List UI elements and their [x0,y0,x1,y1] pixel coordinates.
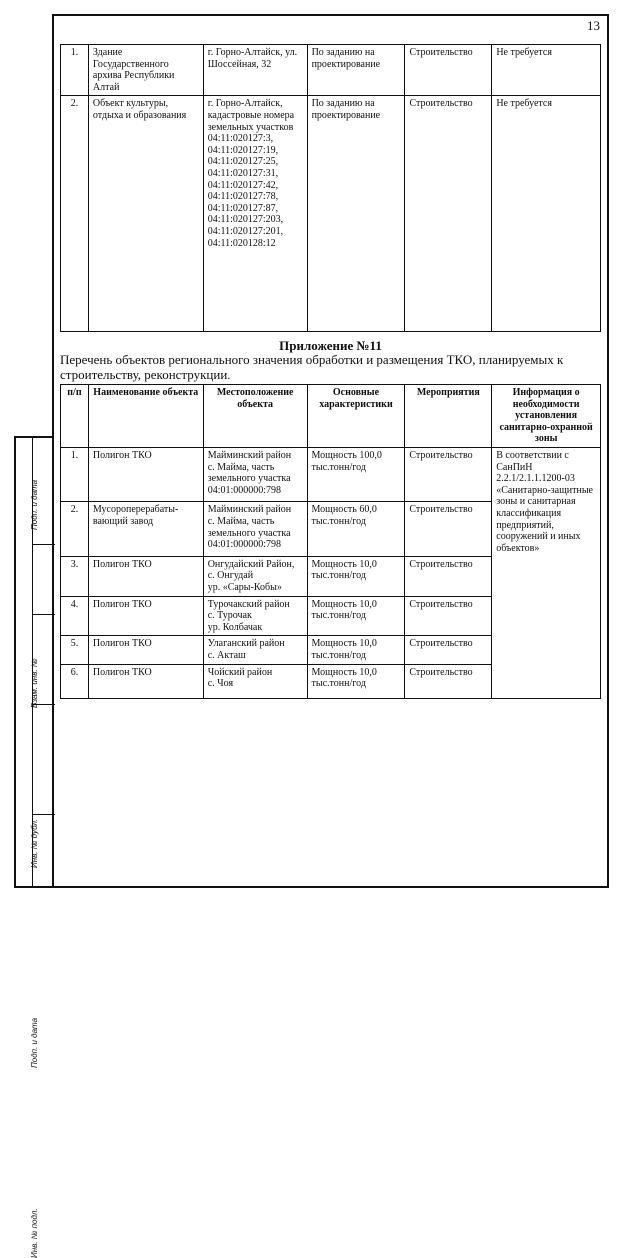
object-name: Полигон ТКО [88,596,203,636]
object-location: Чойский район с. Чоя [203,664,307,698]
table-row [61,664,601,698]
stamp-label: Подп. и дата [30,1017,39,1068]
object-measure: Строительство [405,556,492,596]
tko-objects-table [60,384,601,699]
header-characteristics: Основные характеристики [307,385,405,448]
object-characteristics: Мощность 10,0 тыс.тонн/год [307,556,405,596]
header-measure: Мероприятия [405,385,492,448]
object-measure: Строительство [405,447,492,501]
table-header-row [61,385,601,448]
object-name: Полигон ТКО [88,556,203,596]
header-info: Информация о необходимости установления санитарно-охранной зоны [492,385,601,448]
row-number: 2. [61,502,89,556]
stamp-label: Инв. № дубл. [30,818,39,868]
row-number: 6. [61,664,89,698]
table-row [61,447,601,501]
stamp-cell [30,438,55,545]
object-location: Майминский район с. Майма, часть земельного участка 04:01:000000:798 [203,502,307,556]
header-location: Местоположение объекта [203,385,307,448]
row-number: 5. [61,636,89,664]
objects-table-continued [60,44,601,332]
row-number: 1. [61,45,89,96]
object-measure: Строительство [405,596,492,636]
row-number: 4. [61,596,89,636]
row-number: 1. [61,447,89,501]
header-number: п/п [61,385,89,448]
table-row [61,636,601,664]
object-location: Улаганский район с. Акташ [203,636,307,664]
appendix-title: Приложение №11 [279,338,382,353]
object-measure: Строительство [405,502,492,556]
row-number: 2. [61,96,89,332]
object-name: Объект культуры, отдыха и образования [88,96,203,332]
object-measure: Строительство [405,636,492,664]
info-blank [492,596,601,636]
stamp-cell [30,544,55,708]
page-number: 13 [587,18,600,33]
stamp-cell [30,614,55,868]
stamp-label: Подп. и дата [30,479,39,530]
side-stamp-inner [30,438,55,1258]
object-measure: Строительство [405,664,492,698]
object-measure: Строительство [405,45,492,96]
header-name: Наименование объекта [88,385,203,448]
table-row [61,96,601,332]
info-blank [492,556,601,596]
object-name: Полигон ТКО [88,664,203,698]
object-characteristics: Мощность 10,0 тыс.тонн/год [307,664,405,698]
appendix-subtitle: Перечень объектов регионального значения обработки и размещения ТКО, планируемых к строительству, реконструкции. [60,352,564,382]
object-characteristics: Мощность 60,0 тыс.тонн/год [307,502,405,556]
object-characteristics: Мощность 10,0 тыс.тонн/год [307,636,405,664]
object-location: Онгудайский Район, с. Онгудай ур. «Сары-Кобы» [203,556,307,596]
stamp-label: Взам. инв. № [30,658,39,708]
table-row [61,556,601,596]
row-number: 3. [61,556,89,596]
object-name: Полигон ТКО [88,636,203,664]
side-stamp [14,436,52,1258]
object-characteristics: Мощность 100,0 тыс.тонн/год [307,447,405,501]
object-location: Турочакский район с. Турочак ур. Колбачак [203,596,307,636]
info-blank [492,664,601,698]
object-info: Не требуется [492,45,601,96]
object-location: г. Горно-Алтайск, кадастровые номера земельных участков 04:11:020127:3, 04:11:020127:19, 04:11:020127:25, 04:11:020127:31, 04:11:020127:42, 04:11:020127:78, 04:11:020127:87, 04:11:020127:203, 04:11:020127:201, 04:11:020128:12 [203,96,307,332]
table-row [61,596,601,636]
object-characteristics: По заданию на проектирование [307,45,405,96]
object-characteristics: По заданию на проектирование [307,96,405,332]
sanitary-zone-info: В соответствии с СанПиН 2.2.1/2.1.1.1200-03 «Санитарно-защитные зоны и санитарная классификация предприятий, сооружений и иных объектов» [492,447,601,556]
object-info: Не требуется [492,96,601,332]
object-location: г. Горно-Алтайск, ул. Шоссейная, 32 [203,45,307,96]
stamp-label: Инв. № подл. [30,1208,39,1258]
object-name: Здание Государственного архива Республики Алтай [88,45,203,96]
object-name: Мусороперерабаты-вающий завод [88,502,203,556]
table-row [61,45,601,96]
object-measure: Строительство [405,96,492,332]
object-location: Майминский район с. Майма, часть земельного участка 04:01:000000:798 [203,447,307,501]
info-blank [492,636,601,664]
object-name: Полигон ТКО [88,447,203,501]
object-characteristics: Мощность 10,0 тыс.тонн/год [307,596,405,636]
